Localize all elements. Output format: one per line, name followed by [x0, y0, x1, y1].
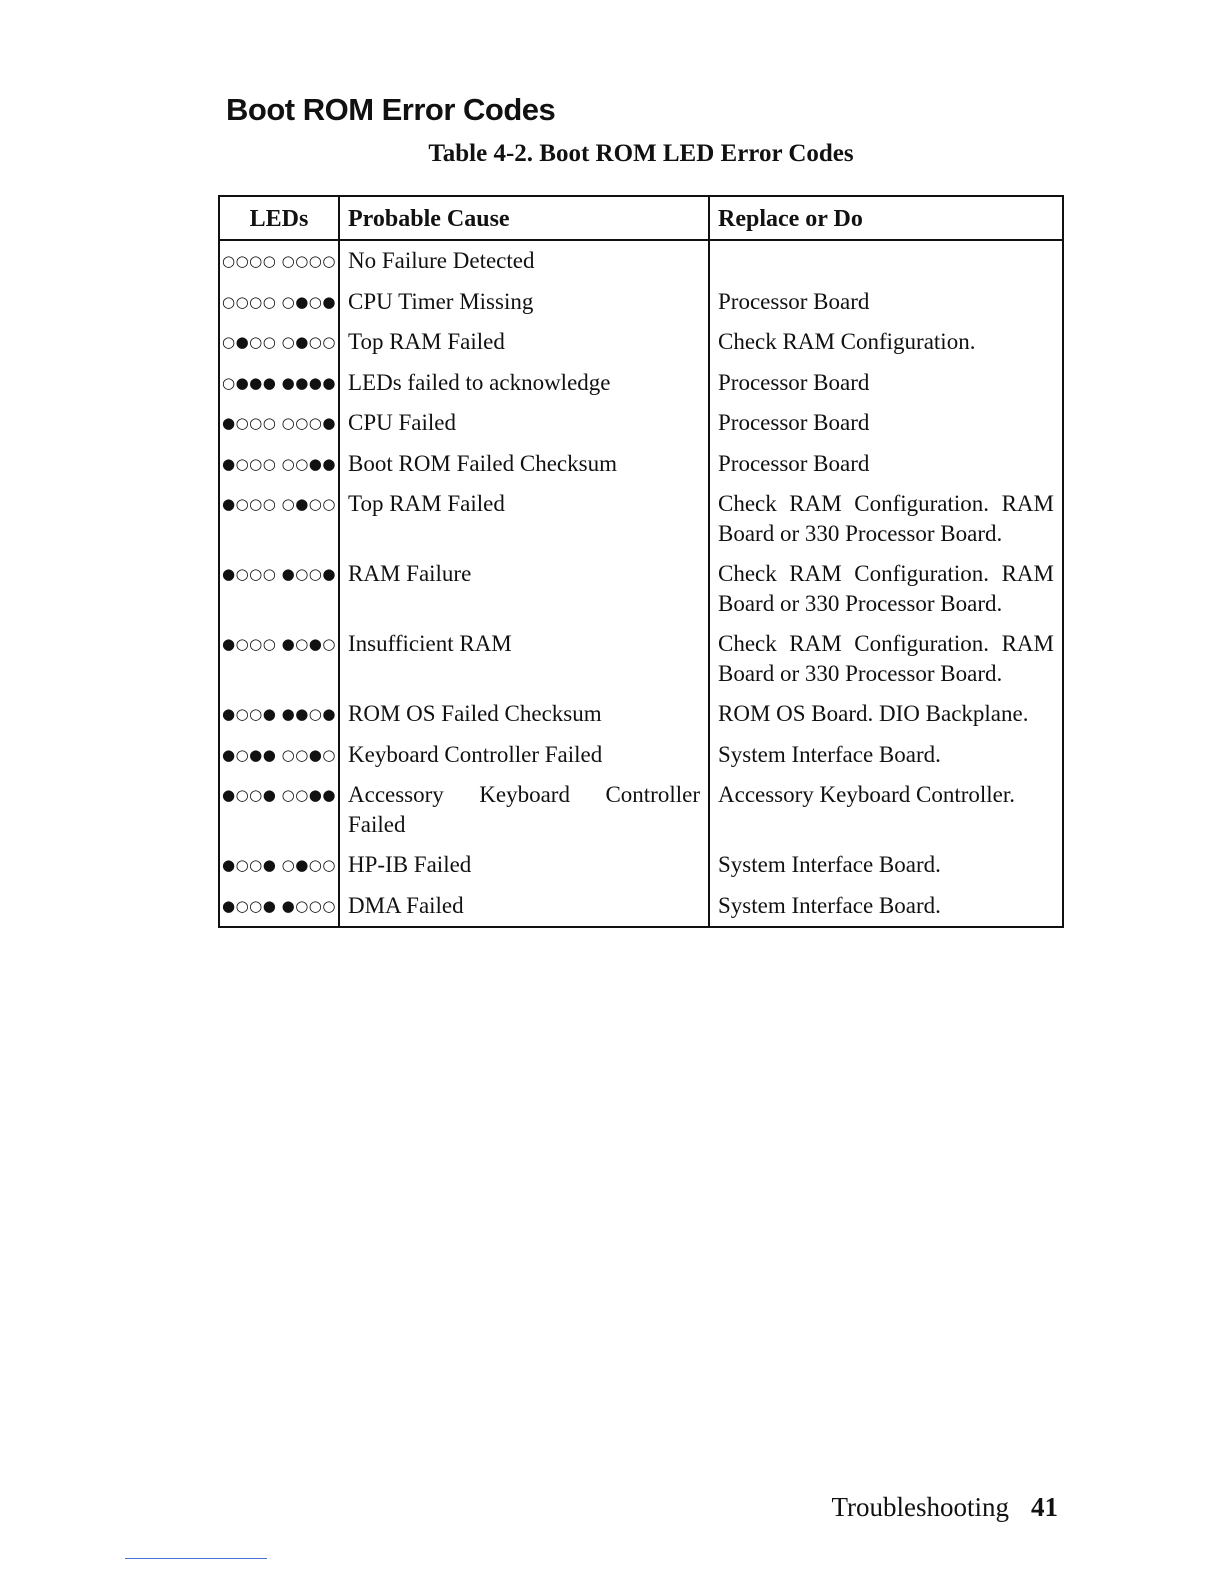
probable-cause: ROM OS Failed Checksum [339, 694, 709, 735]
table-row [219, 845, 1063, 886]
table-row [219, 322, 1063, 363]
table-row [219, 735, 1063, 776]
replace-or-do: Check RAM Configuration. RAM Board or 330 Processor Board. [709, 484, 1063, 554]
replace-or-do: Check RAM Configuration. RAM Board or 330 Processor Board. [709, 624, 1063, 694]
probable-cause: Keyboard Controller Failed [339, 735, 709, 776]
led-pattern: ●○○○ ●○○● [222, 565, 336, 583]
replace-or-do [709, 240, 1063, 282]
footer-rule [125, 1558, 267, 1559]
probable-cause: Top RAM Failed [339, 484, 709, 554]
led-pattern: ○○○○ ○●○● [222, 292, 336, 311]
page-footer [831, 1492, 1058, 1523]
table-row [219, 240, 1063, 282]
probable-cause: HP-IB Failed [339, 845, 709, 886]
probable-cause: LEDs failed to acknowledge [339, 363, 709, 404]
probable-cause: Insufficient RAM [339, 624, 709, 694]
led-pattern: ○●●● ●●●● [222, 373, 336, 392]
table-row [219, 444, 1063, 485]
led-pattern: ●○○○ ○●○○ [222, 495, 336, 513]
header-leds: LEDs [219, 196, 339, 240]
led-pattern: ○○○○ ○○○○ [222, 252, 336, 270]
led-pattern: ●○○○ ○○○● [222, 414, 336, 432]
probable-cause: Boot ROM Failed Checksum [339, 444, 709, 485]
led-pattern: ●○○● ○●○○ [222, 856, 336, 874]
table-row [219, 886, 1063, 928]
led-pattern: ●○●● ○○●○ [222, 745, 336, 764]
probable-cause: RAM Failure [339, 554, 709, 624]
table-row [219, 694, 1063, 735]
led-pattern: ●○○● ●○○○ [222, 896, 336, 915]
replace-or-do: ROM OS Board. DIO Backplane. [709, 694, 1063, 735]
probable-cause: Accessory Keyboard Controller Failed [339, 775, 709, 845]
probable-cause: CPU Timer Missing [339, 282, 709, 323]
led-pattern: ○●○○ ○●○○ [222, 333, 336, 351]
table-row [219, 282, 1063, 323]
table-row [219, 624, 1063, 694]
header-probable-cause: Probable Cause [339, 196, 709, 240]
replace-or-do: System Interface Board. [709, 845, 1063, 886]
page-number: 41 [1031, 1492, 1058, 1522]
probable-cause: DMA Failed [339, 886, 709, 928]
led-pattern: ●○○● ●●○● [222, 705, 336, 723]
table-caption: Table 4-2. Boot ROM LED Error Codes [428, 140, 854, 167]
replace-or-do: Check RAM Configuration. RAM Board or 330 Processor Board. [709, 554, 1063, 624]
footer-section-name: Troubleshooting [831, 1492, 1009, 1522]
replace-or-do: System Interface Board. [709, 886, 1063, 928]
table-row [219, 484, 1063, 554]
table-header-row [219, 196, 1063, 240]
table-row [219, 554, 1063, 624]
led-pattern: ●○○○ ○○●● [222, 454, 336, 473]
table-row [219, 363, 1063, 404]
replace-or-do: Processor Board [709, 403, 1063, 444]
boot-rom-led-error-table [218, 195, 1064, 928]
replace-or-do: Processor Board [709, 444, 1063, 485]
header-replace-or-do: Replace or Do [709, 196, 1063, 240]
replace-or-do: Processor Board [709, 363, 1063, 404]
probable-cause: Top RAM Failed [339, 322, 709, 363]
replace-or-do: Check RAM Configuration. [709, 322, 1063, 363]
table-row [219, 403, 1063, 444]
replace-or-do: Processor Board [709, 282, 1063, 323]
replace-or-do: Accessory Keyboard Controller. [709, 775, 1063, 845]
led-pattern: ●○○● ○○●● [222, 786, 336, 804]
replace-or-do: System Interface Board. [709, 735, 1063, 776]
probable-cause: No Failure Detected [339, 240, 709, 282]
section-title: Boot ROM Error Codes [226, 92, 556, 127]
table-row [219, 775, 1063, 845]
led-pattern: ●○○○ ●○●○ [222, 635, 336, 653]
probable-cause: CPU Failed [339, 403, 709, 444]
